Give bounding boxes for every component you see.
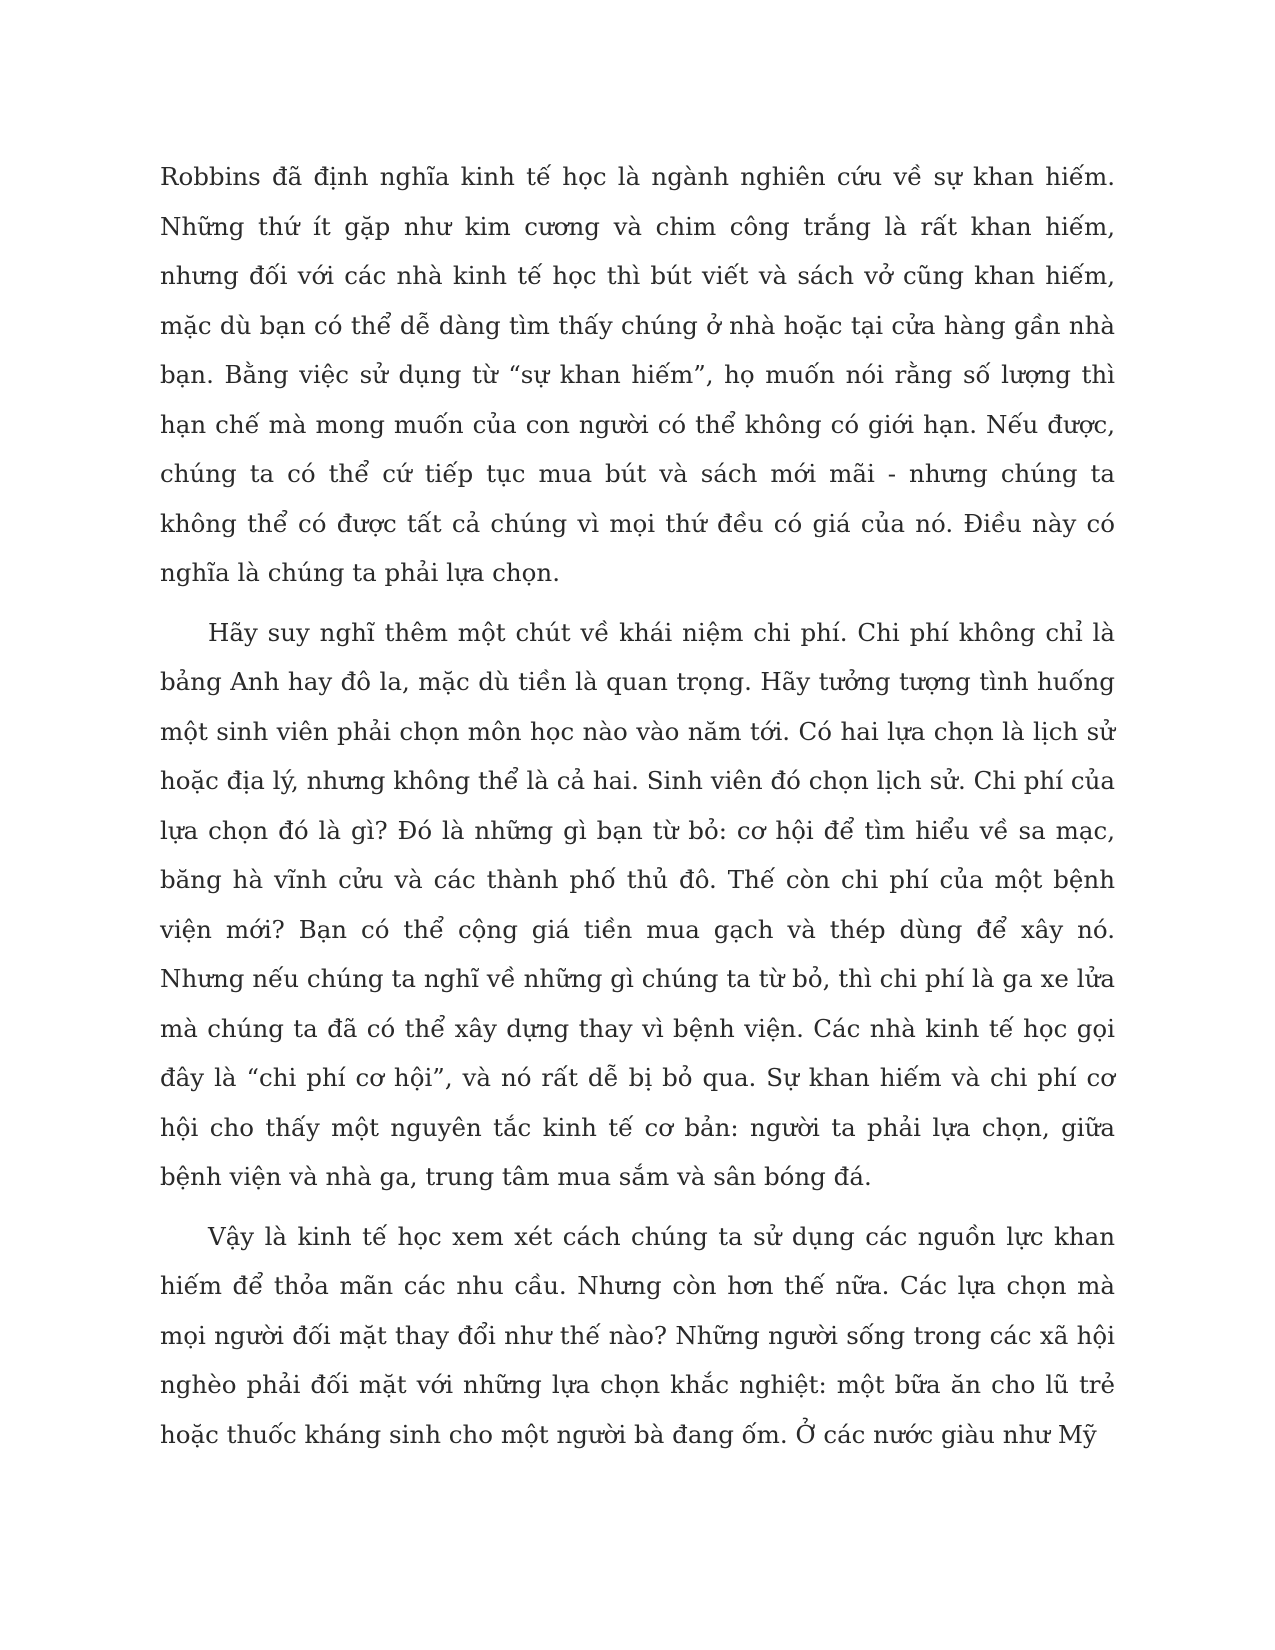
paragraph-1: Robbins đã định nghĩa kinh tế học là ngành nghiên cứu về sự khan hiếm. Những thứ ít gặp như kim cương và chim công trắng là rất khan hiếm, nhưng đối với các nhà kinh tế học thì bút viết và sách vở cũng khan hiếm, mặc dù bạn có thể dễ dàng tìm thấy chúng ở nhà hoặc tại cửa hàng gần nhà bạn. Bằng việc sử dụng từ “sự khan hiếm”, họ muốn nói rằng số lượng thì hạn chế mà mong muốn của con người có thể không có giới hạn. Nếu được, chúng ta có thể cứ tiếp tục mua bút và sách mới mãi - nhưng chúng ta không thể có được tất cả chúng vì mọi thứ đều có giá của nó. Điều này có nghĩa là chúng ta phải lựa chọn. bbox=[160, 162, 1115, 587]
paragraph-2: Hãy suy nghĩ thêm một chút về khái niệm chi phí. Chi phí không chỉ là bảng Anh hay đô la, mặc dù tiền là quan trọng. Hãy tưởng tượng tình huống một sinh viên phải chọn môn học nào vào năm tới. Có hai lựa chọn là lịch sử hoặc địa lý, nhưng không thể là cả hai. Sinh viên đó chọn lịch sử. Chi phí của lựa chọn đó là gì? Đó là những gì bạn từ bỏ: cơ hội để tìm hiểu về sa mạc, băng hà vĩnh cửu và các thành phố thủ đô. Thế còn chi phí của một bệnh viện mới? Bạn có thể cộng giá tiền mua gạch và thép dùng để xây nó. Nhưng nếu chúng ta nghĩ về những gì chúng ta từ bỏ, thì chi phí là ga xe lửa mà chúng ta đã có thể xây dựng thay vì bệnh viện. Các nhà kinh tế học gọi đây là “chi phí cơ hội”, và nó rất dễ bị bỏ qua. Sự khan hiếm và chi phí cơ hội cho thấy một nguyên tắc kinh tế cơ bản: người ta phải lựa chọn, giữa bệnh viện và nhà ga, trung tâm mua sắm và sân bóng đá. bbox=[160, 617, 1115, 1191]
body-text bbox=[160, 152, 1115, 1469]
paragraph-3: Vậy là kinh tế học xem xét cách chúng ta sử dụng các nguồn lực khan hiếm để thỏa mãn các nhu cầu. Nhưng còn hơn thế nữa. Các lựa chọn mà mọi người đối mặt thay đổi như thế nào? Những người sống trong các xã hội nghèo phải đối mặt với những lựa chọn khắc nghiệt: một bữa ăn cho lũ trẻ hoặc thuốc kháng sinh cho một người bà đang ốm. Ở các nước giàu như Mỹ bbox=[160, 1221, 1115, 1449]
